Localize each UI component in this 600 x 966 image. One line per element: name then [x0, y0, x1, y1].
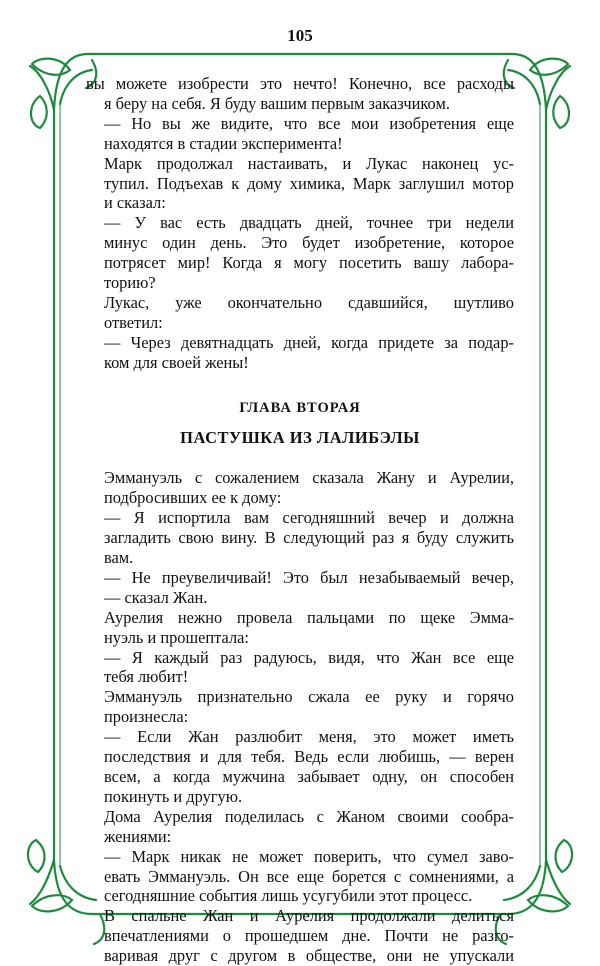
text-line: тебя любит! — [104, 667, 189, 687]
text-line: торию? — [104, 273, 156, 293]
body-text — [86, 74, 514, 966]
text-line: произнесла: — [104, 707, 189, 727]
text-line: находятся в стадии эксперимента! — [104, 133, 343, 153]
text-line: Лукас, уже окончательно сдавшийся, шутливо — [104, 292, 514, 312]
text-line: всем, а когда мужчина забывает одну, он способен — [104, 767, 514, 786]
text-line: — сказал Жан. — [104, 587, 208, 607]
text-line: покинуть и другую. — [104, 786, 243, 806]
text-line: Дома Аурелия поделилась с Жаном своими сообра- — [104, 806, 514, 826]
text-line: — Марк никак не может поверить, что сумел заво- — [104, 846, 514, 866]
text-line: — Я испортила вам сегодняшний вечер и должна — [104, 508, 514, 528]
text-line: сегодняшние события лишь усугубили этот процесс. — [104, 886, 473, 906]
text-line: я беру на себя. Я буду вашим первым заказчиком. — [104, 93, 450, 113]
text-line: евать Эммануэль. Он все еще борется с сомнениями, а — [104, 866, 514, 886]
text-line: подбросивших ее к дому: — [104, 488, 282, 508]
text-line: минус один день. Это будет изобретение, которое — [104, 233, 514, 253]
text-line: — У вас есть двадцать дней, точнее три недели — [104, 213, 514, 233]
text-line: — Я каждый раз радуюсь, видя, что Жан все еще — [104, 647, 514, 667]
text-line: — Если Жан разлюбит меня, это может иметь — [104, 727, 514, 747]
text-line: последствия и для тебя. Ведь если любишь, — верен — [104, 747, 514, 767]
text-line: нуэль и прошептала: — [104, 627, 249, 647]
text-line: — Но вы же видите, что все мои изобретения еще — [104, 113, 514, 133]
text-line: ком для своей жены! — [104, 352, 249, 372]
text-line: ответил: — [104, 312, 163, 332]
text-line: вы можете изобрести это нечто! Конечно, все расходы — [86, 74, 514, 93]
text-line: — Не преувеличивай! Это был незабываемый вечер, — [104, 567, 514, 587]
text-line: варивая друг с другом в обществе, они не упускали — [104, 946, 514, 966]
text-line: вам. — [104, 548, 134, 568]
text-line: Эммануэль с сожалением сказала Жану и Аурелии, — [104, 468, 514, 488]
text-line: Эммануэль признательно сжала ее руку и горячо — [104, 687, 514, 707]
text-line: Аурелия нежно провела пальцами по щеке Эмма- — [104, 607, 514, 627]
page-number: 105 — [287, 26, 313, 45]
text-line: тупил. Подъехав к дому химика, Марк заглушил мотор — [104, 173, 514, 193]
text-line: и сказал: — [104, 193, 166, 213]
text-line: впечатлениями о прошедшем дне. Почти не разго- — [104, 926, 514, 946]
text-line: загладить свою вину. В следующий раз я буду служить — [104, 528, 514, 548]
text-line: — Через девятнадцать дней, когда придете за подар- — [104, 332, 514, 352]
text-line: В спальне Жан и Аурелия продолжали делиться — [104, 906, 514, 926]
chapter-title: ПАСТУШКА ИЗ ЛАЛИБЭЛЫ — [180, 427, 420, 447]
text-line: Марк продолжал настаивать, и Лукас наконец ус- — [104, 153, 514, 173]
chapter-label: ГЛАВА ВТОРАЯ — [239, 399, 361, 416]
text-line: жениями: — [104, 826, 172, 846]
text-line: потрясет мир! Когда я могу посетить вашу лабора- — [104, 253, 514, 273]
